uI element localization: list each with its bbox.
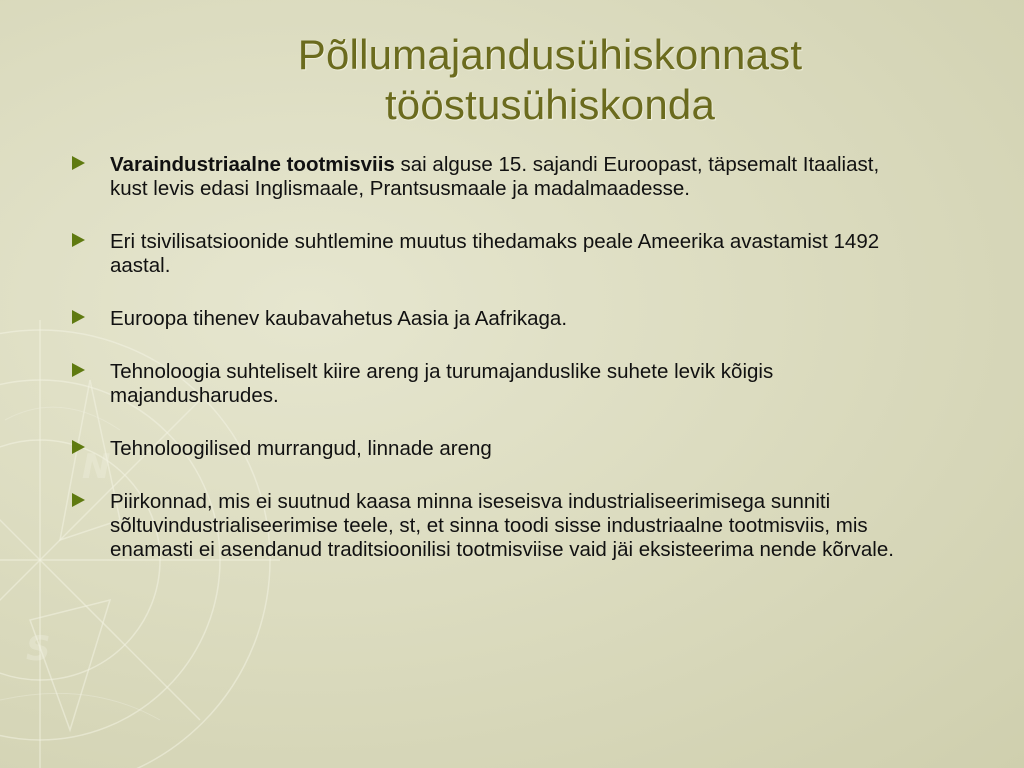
bullet-text: Euroopa tihenev kaubavahetus Aasia ja Aafrikaga. <box>110 307 568 330</box>
bullet-item <box>72 230 922 278</box>
triangle-right-icon <box>72 156 85 170</box>
triangle-right-icon <box>72 233 85 247</box>
bullet-text: sai alguse 15. sajandi Euroopast, täpsemalt Itaaliast, kust levis edasi Inglismaale, Prantsusmaale ja madalmaadesse. <box>110 153 880 200</box>
bullet-item <box>72 360 922 408</box>
bullet-text: Piirkonnad, mis ei suutnud kaasa minna iseseisva industrialiseerimisega sunniti sõltuvindustrialiseerimise teele, st, et sinna toodi sisse industriaalne tootmisviis, mis enamasti ei asendanud traditsioonilisi tootmisviise vaid jäi eksisteerima nende kõrvale. <box>110 490 894 561</box>
bullet-text: Tehnoloogia suhteliselt kiire areng ja turumajanduslike suhete levik kõigis majandusharudes. <box>110 360 774 407</box>
triangle-right-icon <box>72 363 85 377</box>
bullet-bold-text: Varaindustriaalne tootmisviis <box>110 153 395 176</box>
bullet-item <box>72 490 922 562</box>
bullet-list <box>72 153 922 591</box>
compass-letter-n-icon: N <box>82 447 111 487</box>
bullet-item <box>72 153 922 201</box>
triangle-right-icon <box>72 310 85 324</box>
slide-title-line-2: tööstusühiskonda <box>384 81 716 128</box>
triangle-right-icon <box>72 493 85 507</box>
bullet-text: Tehnoloogilised murrangud, linnade areng <box>110 437 492 460</box>
bullet-item <box>72 437 922 461</box>
bullet-item <box>72 307 922 331</box>
compass-letter-s-icon: S <box>26 629 51 669</box>
slide-title <box>170 30 930 130</box>
slide-title-line-1: Põllumajandusühiskonnast <box>297 31 803 78</box>
bullet-text: Eri tsivilisatsioonide suhtlemine muutus tihedamaks peale Ameerika avastamist 1492 aastal. <box>110 230 880 277</box>
triangle-right-icon <box>72 440 85 454</box>
